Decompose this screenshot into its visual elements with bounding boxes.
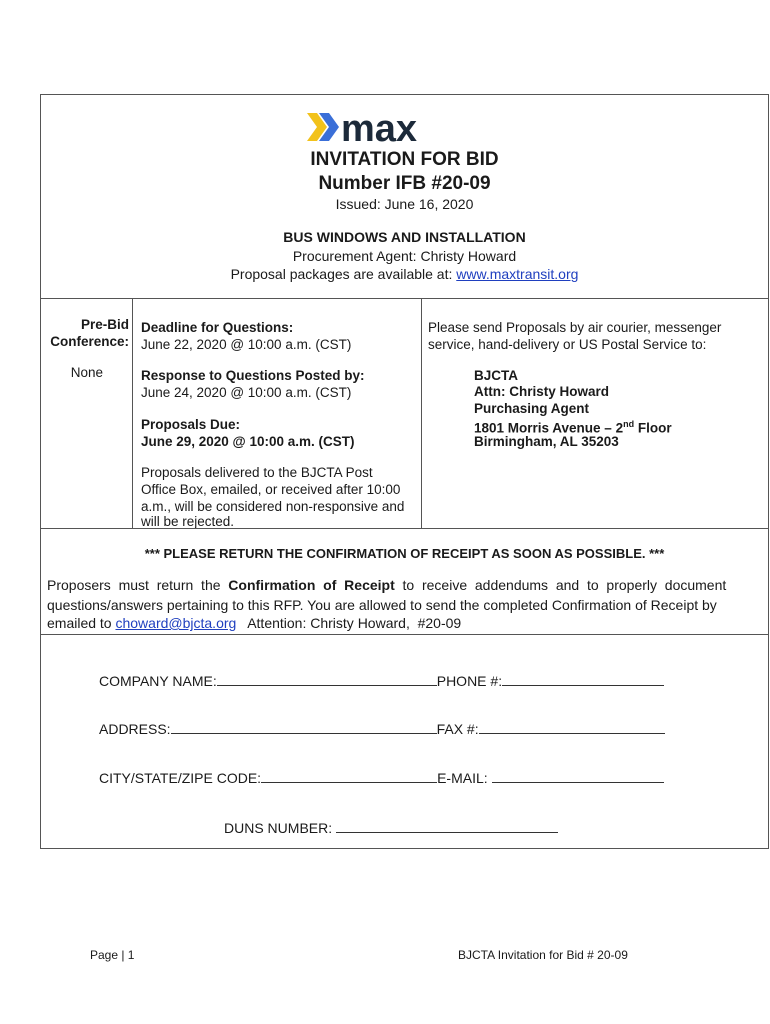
- company-row: [99, 671, 664, 689]
- response-value: June 24, 2020 @ 10:00 a.m. (CST): [141, 385, 352, 400]
- divider-header: [41, 298, 768, 299]
- address-role: Purchasing Agent: [474, 401, 590, 416]
- notice-line-3: [47, 615, 461, 632]
- notice-line-3-prefix: emailed to: [47, 615, 116, 631]
- divider-schedule: [41, 528, 768, 529]
- late-note-2: Office Box, emailed, or received after 10:00: [141, 482, 401, 497]
- prebid-value: None: [70, 365, 103, 380]
- due-value: June 29, 2020 @ 10:00 a.m. (CST): [141, 434, 355, 449]
- project-title: BUS WINDOWS AND INSTALLATION: [283, 229, 526, 245]
- title-line-1: INVITATION FOR BID: [310, 149, 499, 170]
- notice-line-1-a: Proposers must return the: [47, 577, 229, 593]
- title-line-2: Number IFB #20-09: [318, 173, 491, 194]
- divider-col-2: [421, 298, 422, 528]
- address-intro-2: service, hand-delivery or US Postal Service to:: [428, 337, 707, 352]
- divider-notice: [41, 634, 768, 635]
- email-field[interactable]: [492, 768, 664, 783]
- email-label: E-MAIL:: [437, 770, 492, 786]
- street-suffix: Floor: [634, 420, 672, 436]
- prebid-label-1: Pre-Bid: [80, 317, 129, 332]
- response-label: Response to Questions Posted by:: [141, 368, 365, 383]
- address-field[interactable]: [171, 719, 437, 734]
- deadline-label: Deadline for Questions:: [141, 320, 294, 335]
- duns-field[interactable]: [336, 818, 558, 833]
- prebid-label-2: Conference:: [50, 334, 129, 349]
- phone-field[interactable]: [502, 671, 664, 686]
- fax-field[interactable]: [479, 719, 665, 734]
- max-logo: [307, 105, 447, 145]
- late-note-4: will be rejected.: [141, 514, 235, 529]
- logo-text: max: [341, 108, 418, 145]
- address-label: ADDRESS:: [99, 721, 171, 737]
- duns-row: [224, 818, 558, 836]
- procurement-agent: Procurement Agent: Christy Howard: [292, 248, 517, 264]
- fax-label: FAX #:: [436, 721, 479, 737]
- company-label: COMPANY NAME:: [99, 673, 217, 689]
- packages-prefix: Proposal packages are available at:: [230, 266, 457, 282]
- city-label: CITY/STATE/ZIPE CODE:: [99, 770, 262, 786]
- footer-doc-title: BJCTA Invitation for Bid # 20-09: [458, 948, 628, 962]
- due-label: Proposals Due:: [141, 417, 241, 432]
- packages-line: [41, 266, 768, 282]
- divider-col-1: [132, 298, 133, 528]
- notice-line-2: questions/answers pertaining to this RFP. You are allowed to send the completed Confirmation of Receipt by: [47, 597, 717, 613]
- late-note-3: a.m., will be considered non-responsive and: [141, 499, 405, 514]
- notice-line-1-b: Confirmation of Receipt: [228, 577, 395, 593]
- city-field[interactable]: [261, 768, 437, 783]
- company-name-field[interactable]: [217, 671, 437, 686]
- issued-date: Issued: June 16, 2020: [335, 196, 474, 212]
- notice-line-1: [47, 577, 726, 594]
- street-prefix: 1801 Morris Avenue – 2: [474, 420, 624, 436]
- city-row: [99, 768, 664, 786]
- maxtransit-link[interactable]: www.maxtransit.org: [456, 266, 579, 282]
- address-attn: Attn: Christy Howard: [474, 384, 609, 399]
- late-note-1: Proposals delivered to the BJCTA Post: [141, 465, 373, 480]
- phone-label: PHONE #:: [436, 673, 503, 689]
- document-frame: [40, 94, 769, 849]
- deadline-value: June 22, 2020 @ 10:00 a.m. (CST): [141, 337, 352, 352]
- notice-line-3-suffix: Attention: Christy Howard, #20-09: [236, 615, 462, 631]
- address-intro-1: Please send Proposals by air courier, messenger: [428, 320, 722, 335]
- street-sup: nd: [623, 419, 635, 429]
- notice-headline: *** PLEASE RETURN THE CONFIRMATION OF RECEIPT AS SOON AS POSSIBLE. ***: [144, 546, 665, 561]
- notice-line-1-c: to receive addendums and to properly document: [394, 577, 727, 593]
- email-link[interactable]: choward@bjcta.org: [115, 615, 237, 631]
- duns-label: DUNS NUMBER:: [224, 820, 337, 836]
- page-number: Page | 1: [90, 948, 135, 962]
- address-row: [99, 719, 665, 737]
- address-org: BJCTA: [474, 368, 519, 383]
- address-city: Birmingham, AL 35203: [474, 434, 619, 449]
